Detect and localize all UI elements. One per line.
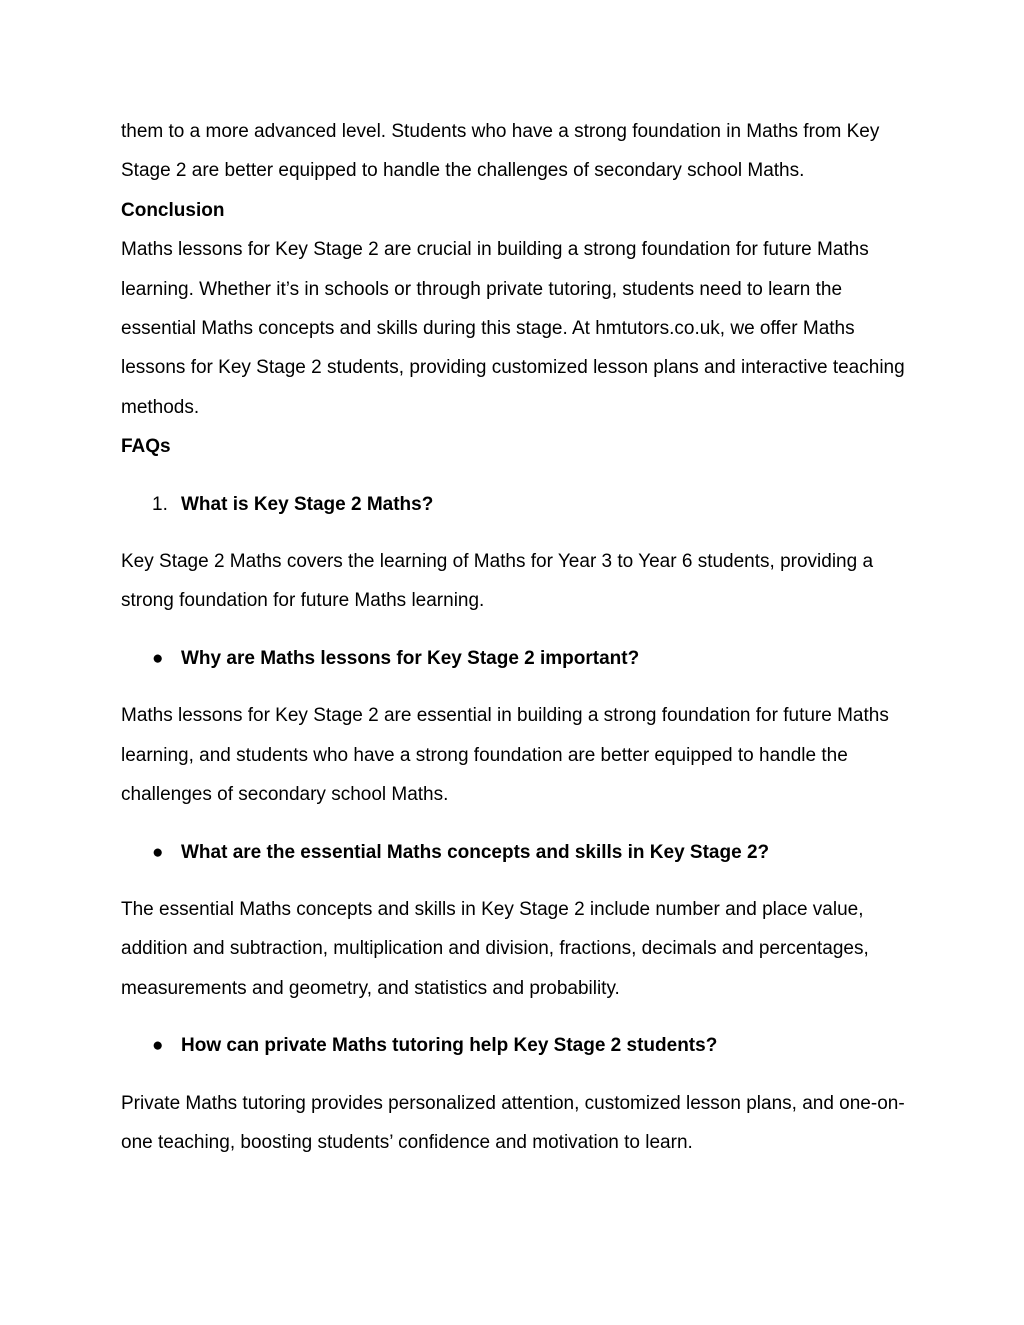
faq-question-text: Why are Maths lessons for Key Stage 2 important? bbox=[181, 647, 640, 669]
faq-answer-2: Maths lessons for Key Stage 2 are essential in building a strong foundation for future Maths learning, and students who have a strong foundation are better equipped to handle the challenges of secondary school Maths. bbox=[121, 705, 889, 806]
faq-question-4 bbox=[121, 1026, 911, 1065]
conclusion-heading: Conclusion bbox=[121, 199, 225, 221]
faq-question-text: What is Key Stage 2 Maths? bbox=[181, 493, 434, 515]
faq-answer-1: Key Stage 2 Maths covers the learning of Maths for Year 3 to Year 6 students, providing a strong foundation for future Maths learning. bbox=[121, 551, 874, 612]
faq-question-2 bbox=[121, 639, 911, 678]
faq-question-1 bbox=[121, 485, 911, 524]
bullet-icon: ● bbox=[152, 841, 164, 863]
bullet-icon: ● bbox=[152, 1035, 164, 1057]
faq-question-text: How can private Maths tutoring help Key Stage 2 students? bbox=[181, 1035, 718, 1057]
bullet-icon: ● bbox=[152, 647, 164, 669]
list-number-marker: 1. bbox=[152, 493, 168, 515]
document-body bbox=[121, 112, 911, 1162]
conclusion-paragraph: Maths lessons for Key Stage 2 are crucial in building a strong foundation for future Maths learning. Whether it’s in schools or through private tutoring, students need to learn the essential Maths concepts and skills during this stage. At hmtutors.co.uk, we offer Maths lessons for Key Stage 2 students, providing customized lesson plans and interactive teaching methods. bbox=[121, 239, 905, 418]
faq-question-3 bbox=[121, 833, 911, 872]
faq-question-text: What are the essential Maths concepts and skills in Key Stage 2? bbox=[181, 841, 770, 863]
intro-paragraph: them to a more advanced level. Students who have a strong foundation in Maths from Key Stage 2 are better equipped to handle the challenges of secondary school Maths. bbox=[121, 121, 880, 182]
faq-answer-3: The essential Maths concepts and skills in Key Stage 2 include number and place value, addition and subtraction, multiplication and division, fractions, decimals and percentages, measurements and geometry, and statistics and probability. bbox=[121, 898, 869, 999]
faq-answer-4: Private Maths tutoring provides personalized attention, customized lesson plans, and one-on-one teaching, boosting students’ confidence and motivation to learn. bbox=[121, 1092, 905, 1153]
faqs-heading: FAQs bbox=[121, 436, 171, 458]
